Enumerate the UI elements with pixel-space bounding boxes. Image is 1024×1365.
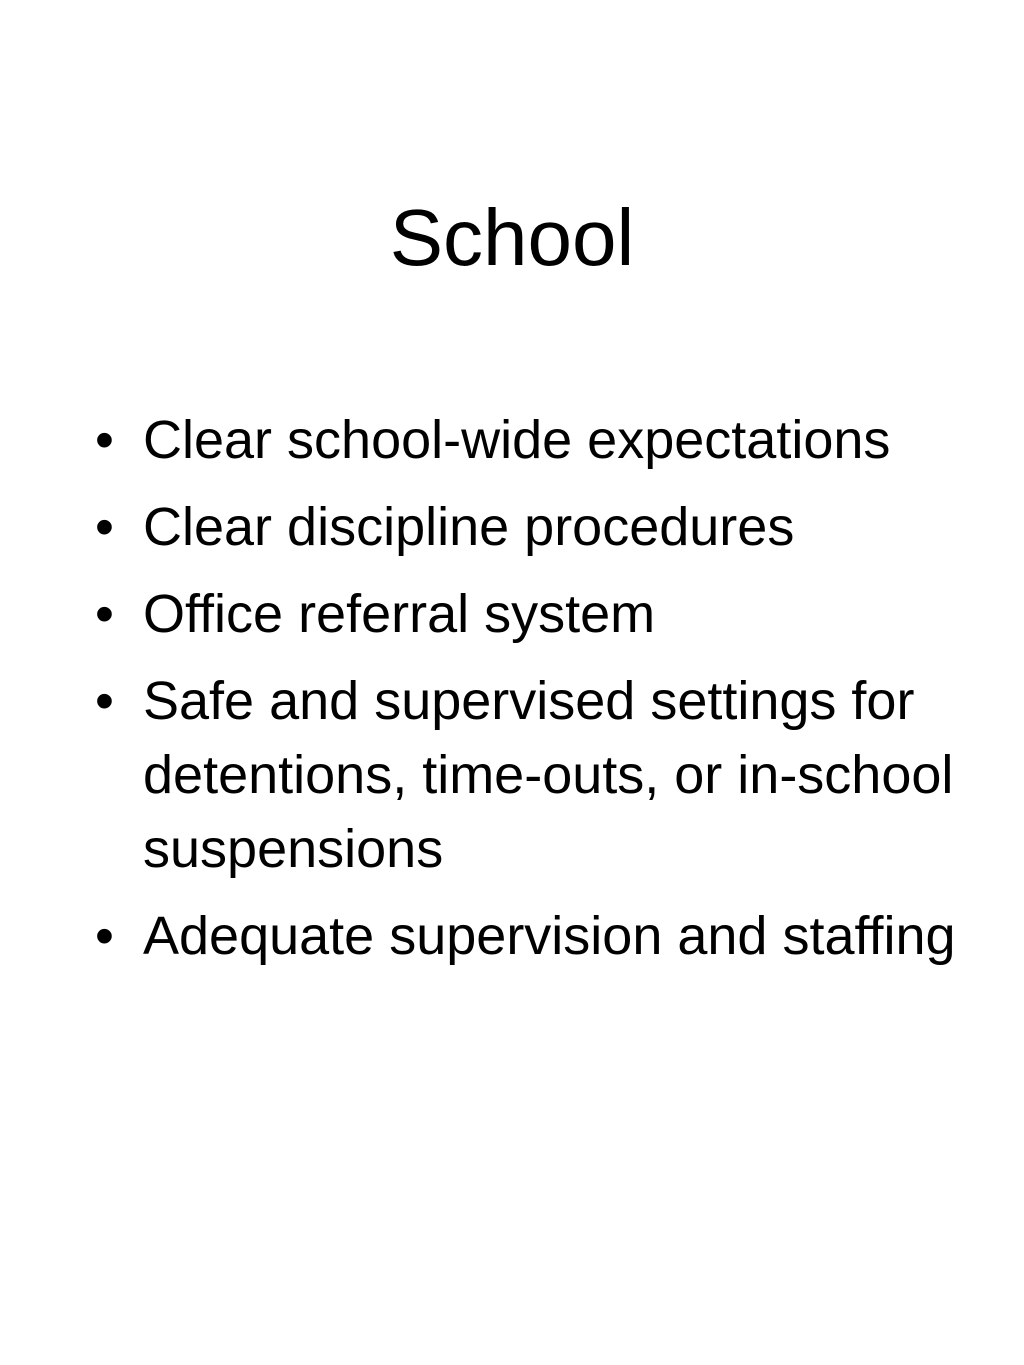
bullet-icon: • — [95, 906, 114, 966]
bullet-icon: • — [95, 584, 114, 644]
bullet-text: Clear discipline procedures — [143, 497, 795, 557]
list-item — [95, 577, 975, 651]
bullet-text: Clear school-wide expectations — [143, 410, 891, 470]
list-item — [95, 403, 975, 477]
list-item — [95, 899, 975, 973]
bullet-text: Office referral system — [143, 584, 656, 644]
bullet-text: Adequate supervision and staffing — [143, 906, 956, 966]
bullet-text: Safe and supervised settings for detentions, time-outs, or in-school suspensions — [143, 671, 954, 879]
list-item — [95, 490, 975, 564]
list-item — [95, 664, 975, 886]
bullet-icon: • — [95, 671, 114, 731]
slide-title: School — [389, 193, 635, 282]
bullet-icon: • — [95, 410, 114, 470]
bullet-icon: • — [95, 497, 114, 557]
bullet-list — [95, 403, 975, 986]
